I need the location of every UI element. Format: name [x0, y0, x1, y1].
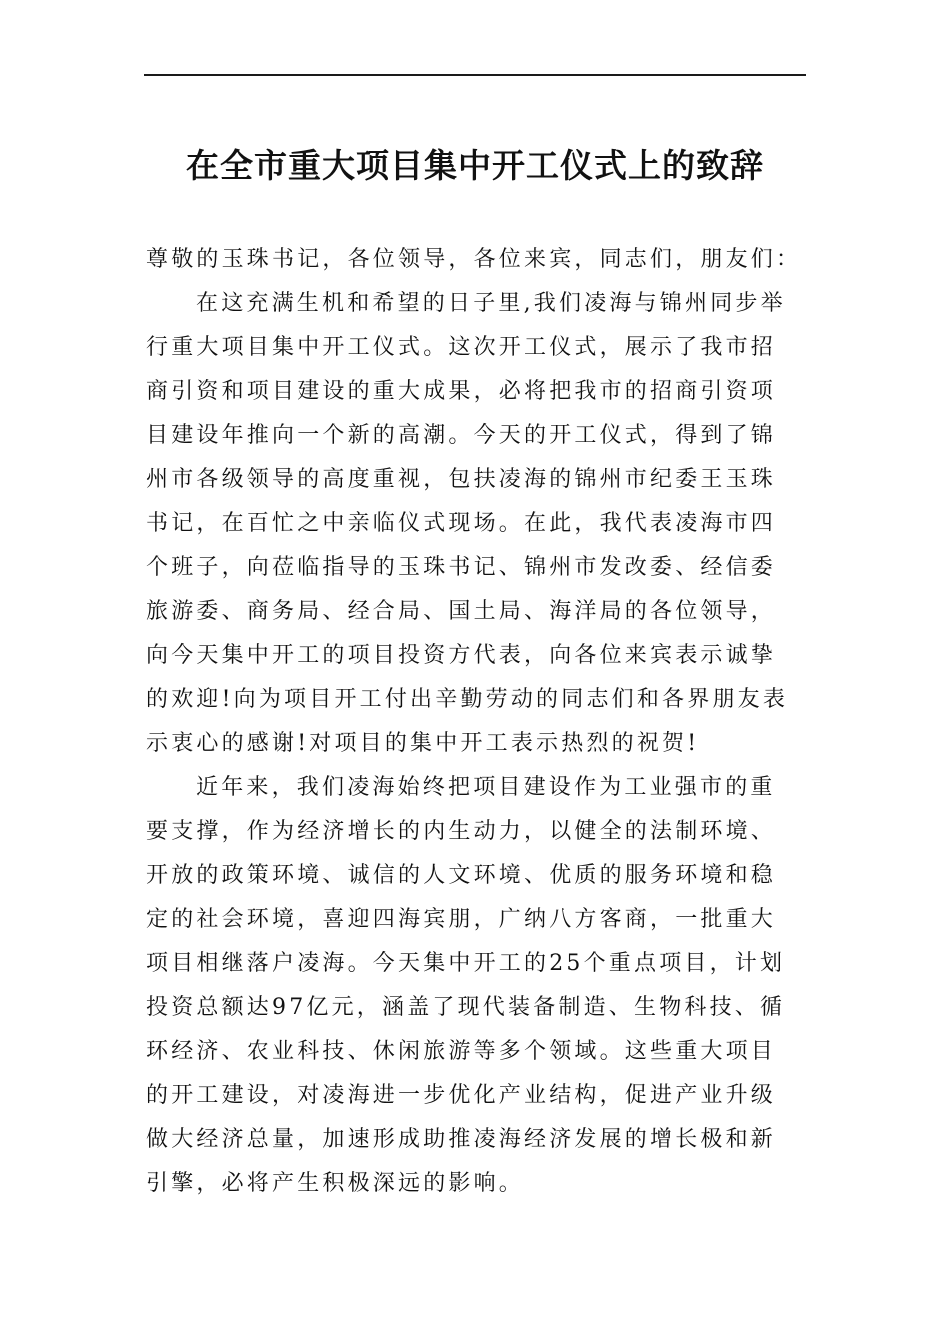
text-line: 开放的政策环境、诚信的人文环境、优质的服务环境和稳: [146, 863, 777, 888]
text-line: 投资总额达97亿元，涵盖了现代装备制造、生物科技、循: [146, 995, 786, 1020]
document-body: [146, 238, 808, 1206]
text-line: 定的社会环境，喜迎四海宾朋，广纳八方客商，一批重大: [146, 907, 777, 932]
text-line: 项目相继落户凌海。今天集中开工的25个重点项目，计划: [146, 951, 786, 976]
text-line: 向今天集中开工的项目投资方代表，向各位来宾表示诚挚: [146, 643, 777, 668]
text-line: 在这充满生机和希望的日子里,我们凌海与锦州同步举: [196, 291, 786, 316]
text-line: 示衷心的感谢!对项目的集中开工表示热烈的祝贺!: [146, 731, 700, 756]
text-line: 环经济、农业科技、休闲旅游等多个领域。这些重大项目: [146, 1039, 777, 1064]
text-line: 行重大项目集中开工仪式。这次开工仪式，展示了我市招: [146, 335, 777, 360]
text-line: 的开工建设，对凌海进一步优化产业结构，促进产业升级: [146, 1083, 777, 1108]
text-line: 州市各级领导的高度重视，包扶凌海的锦州市纪委王玉珠: [146, 467, 777, 492]
text-line: 的欢迎!向为项目开工付出辛勤劳动的同志们和各界朋友表: [146, 687, 789, 712]
header-rule: [144, 74, 806, 76]
text-line: 个班子，向莅临指导的玉珠书记、锦州市发改委、经信委: [146, 555, 777, 580]
text-line: 书记，在百忙之中亲临仪式现场。在此，我代表凌海市四: [146, 511, 777, 536]
text-line: 要支撑，作为经济增长的内生动力，以健全的法制环境、: [146, 819, 777, 844]
text-line: 目建设年推向一个新的高潮。今天的开工仪式，得到了锦: [146, 423, 777, 448]
text-line: 尊敬的玉珠书记，各位领导，各位来宾，同志们，朋友们：: [146, 247, 802, 272]
text-line: 近年来，我们凌海始终把项目建设作为工业强市的重: [196, 775, 776, 800]
text-line: 做大经济总量，加速形成助推凌海经济发展的增长极和新: [146, 1127, 777, 1152]
text-line: 商引资和项目建设的重大成果，必将把我市的招商引资项: [146, 379, 777, 404]
text-line: 引擎，必将产生积极深远的影响。: [146, 1171, 525, 1196]
document-title: 在全市重大项目集中开工仪式上的致辞: [186, 146, 764, 185]
text-line: 旅游委、商务局、经合局、国土局、海洋局的各位领导，: [146, 599, 777, 624]
